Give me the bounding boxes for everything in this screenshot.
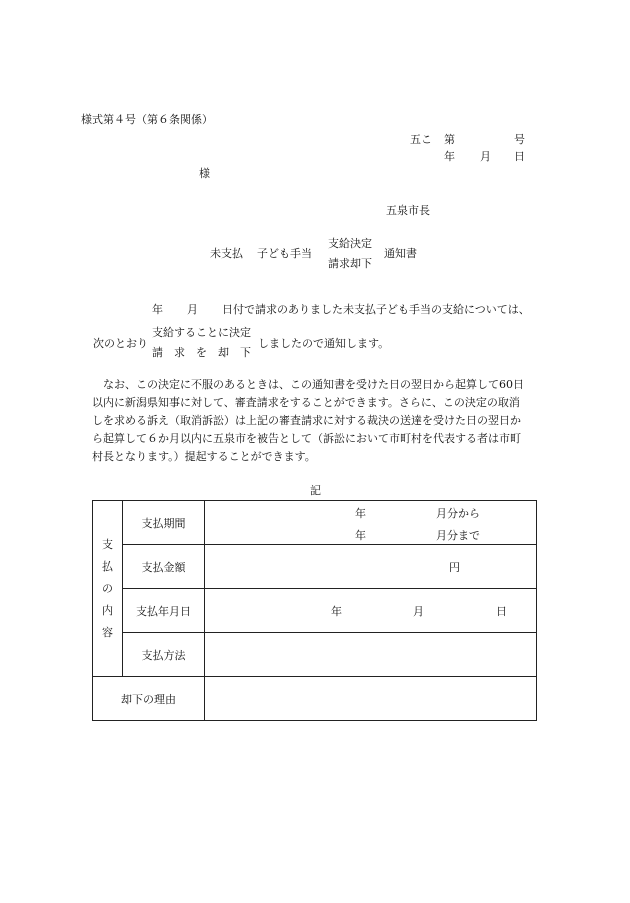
- rejection-reason-label: 却下の理由: [93, 677, 205, 721]
- body-line2-option-lower: 請 求 を 却 下: [152, 346, 251, 359]
- body-line1-text: 日付で請求のありました未支払子ども手当の支給については、: [222, 303, 530, 316]
- notice-line: なお、この決定に不服のあるときは、この通知書を受けた日の翌日から起算して60日: [103, 378, 524, 391]
- doc-title-option-upper: 支給決定: [328, 237, 372, 250]
- rejection-reason-field[interactable]: [205, 677, 537, 721]
- period-to-month: 月分まで: [436, 529, 480, 542]
- form-number: 様式第４号（第６条関係）: [81, 113, 213, 126]
- payment-date-field[interactable]: [205, 589, 537, 633]
- notice-line: 以内に新潟県知事に対して、審査請求をすることができます。さらに、この決定の取消: [92, 396, 520, 409]
- notice-line: 村長となります。）提起することができます。: [92, 450, 316, 463]
- doc-ref-go: 号: [514, 133, 525, 146]
- date-month: 月: [480, 150, 491, 163]
- period-from-year: 年: [355, 507, 366, 520]
- doc-title-left2: 子ども手当: [257, 247, 312, 260]
- amount-label: 支払金額: [123, 545, 205, 589]
- payment-method-field[interactable]: [205, 633, 537, 677]
- body-line2-lead: 次のとおり: [93, 337, 148, 350]
- period-label: 支払期間: [123, 501, 205, 545]
- amount-field[interactable]: [205, 545, 537, 589]
- date-day: 日: [514, 150, 525, 163]
- payment-date-label: 支払年月日: [123, 589, 205, 633]
- period-to-year: 年: [355, 529, 366, 542]
- date-year: 年: [444, 150, 455, 163]
- payment-contents-group-label: 支 払 の 内 容: [93, 501, 123, 677]
- issuer: 五泉市長: [386, 204, 430, 217]
- doc-ref-dai: 第: [444, 133, 455, 146]
- payment-date-month: 月: [413, 605, 424, 618]
- amount-unit: 円: [449, 561, 460, 574]
- notice-line: ら起算して６か月以内に五泉市を被告として（訴訟において市町村を代表する者は市町: [92, 432, 521, 445]
- ki-heading: 記: [310, 484, 321, 497]
- payment-details-table: [92, 500, 537, 721]
- body-year: 年: [152, 303, 163, 316]
- period-field[interactable]: [205, 501, 537, 545]
- notice-line: しを求める訴え（取消訴訟）は上記の審査請求に対する裁決の送達を受けた日の翌日か: [92, 414, 521, 427]
- doc-ref-prefix: 五こ: [410, 133, 432, 146]
- payment-date-year: 年: [331, 605, 342, 618]
- addressee-suffix: 様: [199, 167, 210, 180]
- doc-title-option-lower: 請求却下: [328, 257, 372, 270]
- body-month: 月: [187, 303, 198, 316]
- body-line2-tail: しましたので通知します。: [258, 337, 390, 350]
- payment-date-day: 日: [496, 605, 507, 618]
- doc-title-left1: 未支払: [210, 247, 243, 260]
- period-from-month: 月分から: [436, 507, 480, 520]
- body-line2-option-upper: 支給することに決定: [152, 326, 251, 339]
- doc-title-right: 通知書: [384, 247, 417, 260]
- payment-method-label: 支払方法: [123, 633, 205, 677]
